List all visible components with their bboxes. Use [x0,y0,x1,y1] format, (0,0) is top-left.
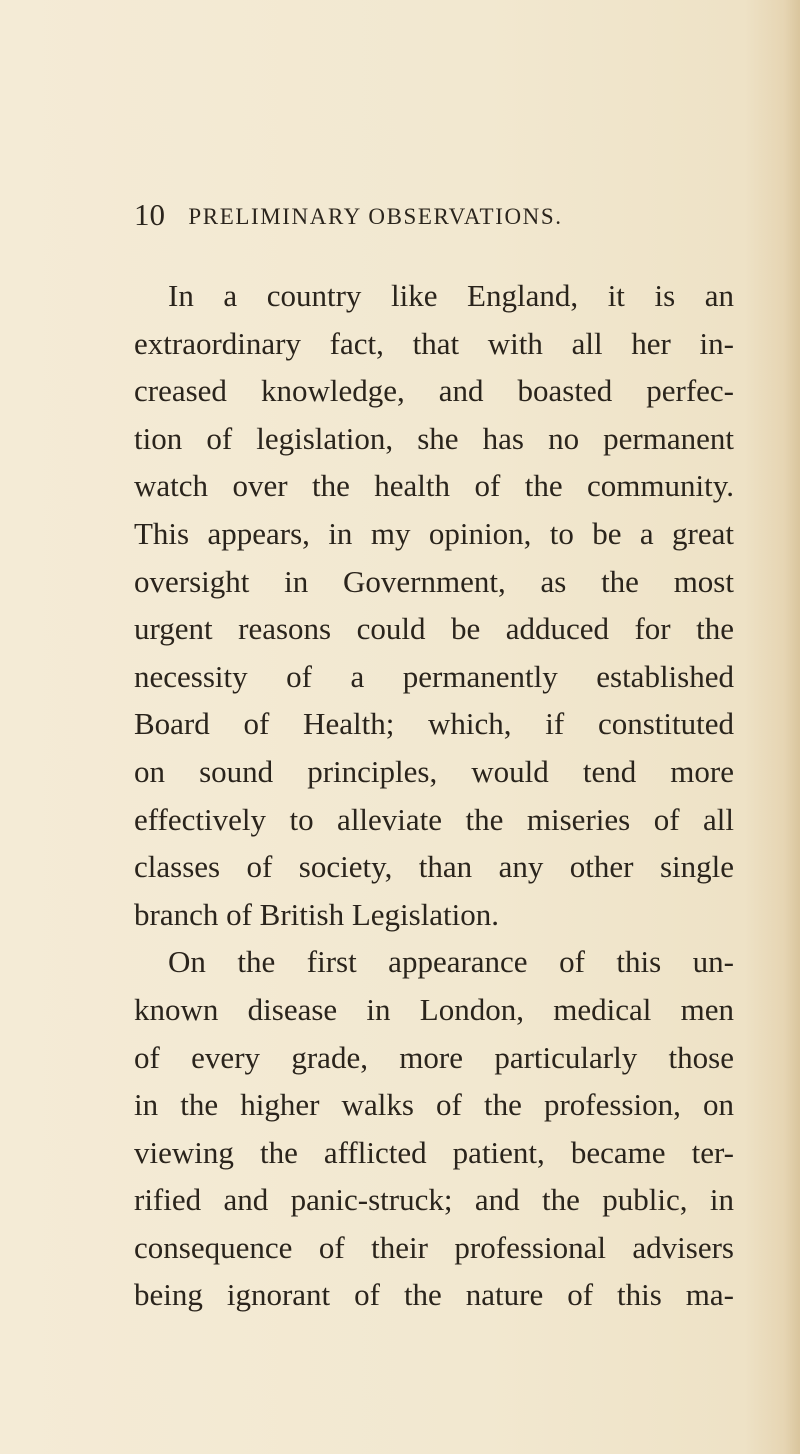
text-line: On the first appearance of this un- [168,944,734,980]
text-line: consequence of their professional advisers [134,1229,734,1265]
text-line: tion of legislation, she has no permanent [134,420,734,456]
text-line: watch over the health of the community. [134,468,734,504]
text-line: creased knowledge, and boasted perfec- [134,373,734,409]
text-line: rified and panic-struck; and the public, in [134,1182,734,1218]
text-line: urgent reasons could be adduced for the [134,611,734,647]
running-head-title: PRELIMINARY OBSERVATIONS. [188,204,563,229]
text-line: classes of society, than any other single [134,849,734,885]
text-line: effectively to alleviate the miseries of all [134,801,734,837]
text-line: viewing the afflicted patient, became ter- [134,1134,734,1170]
text-line: branch of British Legislation. [134,896,500,932]
text-line: being ignorant of the nature of this ma- [134,1277,734,1313]
text-line: oversight in Government, as the most [134,563,734,599]
text-line: This appears, in my opinion, to be a great [134,515,734,551]
text-line: known disease in London, medical men [134,991,734,1027]
text-line: on sound principles, would tend more [134,753,734,789]
text-line: extraordinary fact, that with all her in- [134,325,734,361]
text-line: Board of Health; which, if constituted [134,706,734,742]
text-line: of every grade, more particularly those [134,1039,734,1075]
body-text [134,272,734,1319]
text-line: In a country like England, it is an [168,278,734,313]
running-head [134,197,734,241]
text-line: in the higher walks of the profession, on [134,1087,734,1123]
text-line: necessity of a permanently established [134,658,734,694]
page-number: 10 [134,197,165,232]
